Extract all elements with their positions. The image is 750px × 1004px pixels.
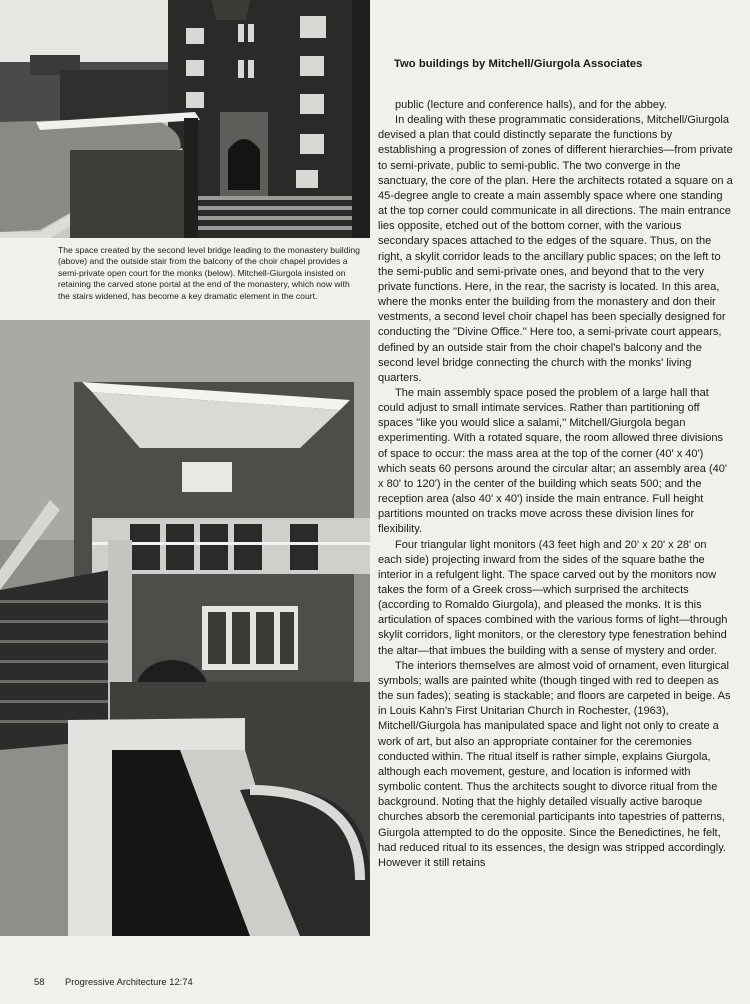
- photo-monastery-bridge: [0, 0, 370, 238]
- article-body: [378, 98, 733, 871]
- photo-caption: The space created by the second level bridge leading to the monastery building (above) and the outside stair from the balcony of the choir chapel provides a semi-private open court for the monks (below). Mitchell-Giurgola insisted on retaining the carved stone portal at the end of the monastery, which now with the stairs widened, has become a key dramatic element in the court.: [58, 245, 360, 301]
- page-number: 58: [34, 976, 45, 987]
- body-paragraph: Four triangular light monitors (43 feet high and 20' x 20' x 28' on each side) projecting inward from the sides of the square bathe the interior in a refulgent light. The space carved out by the monitors now takes the form of a Greek cross—which surprised the architects (according to Romaldo Giurgola), and pleased the monks. It is this articulation of spaces combined with the various forms of light—through skylit corridors, light monitors, or the clerestory type fenestration behind the altar—that imbues the building with a sense of mystery and order.: [378, 538, 728, 657]
- page-footer: [34, 976, 193, 987]
- publication-name: Progressive Architecture 12:74: [65, 976, 193, 987]
- body-paragraph: In dealing with these programmatic considerations, Mitchell/Giurgola devised a plan that could distinctly separate the functions by establishing a progression of zones of different hierarchies—from private to semi-private, public to semi-public. The two converge in the sanctuary, the core of the plan. Here the architects rotated a square on a 45-degree angle to create a main assembly space where one standing at the top corner could communicate in all directions. The main entrance lies opposite, etched out of the bottom corner, with the various secondary spaces attached to the edges of the square. Thus, on the right, a skylit corridor leads to the ancillary public spaces; on the left to the semi-public and semi-private ones, and beyond that to the very private functions. Here, in the rear, the sacristy is located. In this area, where the monks enter the building from the monastery and don their vestments, a second level choir chapel has been specially designed for conducting the ''Divine Office.'' Here too, a semi-private court appears, defined by an outside stair from the choir chapel's balcony and the second level bridge connecting the church with the monks' living quarters.: [378, 114, 733, 384]
- article-headline: Two buildings by Mitchell/Giurgola Associates: [394, 58, 643, 70]
- body-paragraph: The main assembly space posed the problem of a large hall that could adjust to small intimate services. Rather than partitioning off spaces ''like you would slice a salami,'' Mitchell/Giurgola began experimenting. With a rotated square, the room allowed three divisions of space to occur: the mass area at the top of the corner (40' x 40') which seats 60 persons around the circular altar; an assembly area (40' x 80' to 120') in the center of the building which seats 500; and the reception area (also 40' x 40') inside the main entrance. Full height partitions mounted on tracks move across these division lines for flexibility.: [378, 386, 728, 536]
- photo-edge-strip: [352, 0, 370, 238]
- body-paragraph: public (lecture and conference halls), and for the abbey.: [395, 99, 667, 111]
- body-paragraph: The interiors themselves are almost void of ornament, even liturgical symbols; walls are painted white (though tinged with red to deepen as the sun fades); seating is stackable; and floors are carpeted in beige. As in Louis Kahn's First Unitarian Church in Rochester, (1963), Mitchell/Giurgola has manipulated space and light not only to create a work of art, but also an appropriate container for the ceremonies conducted within. The ritual itself is rather simple, explains Giurgola, although each movement, gesture, and location is informed with symbolic content. Thus the architects sought to divorce ritual from the background. Noting that the highly detailed visually active baroque churches absorb the ceremonial participants into tapestries of patterns, Giurgola attempted to do the opposite. Since the Benedictines, he felt, had reduced ritual to its essences, the design was stripped accordingly. However it still retains: [378, 659, 731, 869]
- court-photo-image: [0, 320, 370, 936]
- photo-court-stair: [0, 320, 370, 936]
- monastery-photo-image: [0, 0, 370, 238]
